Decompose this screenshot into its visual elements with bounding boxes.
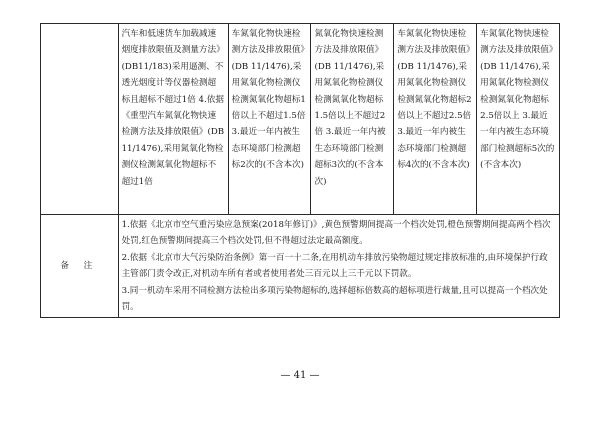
notes-label: 备 注 bbox=[41, 215, 119, 318]
note-item: 1.依据《北京市空气重污染应急预案(2018年修订)》,黄色预警期间提高一个档次处罚,橙色预警期间提高两个档次处罚,红色预警期间提高三个档次处罚,但不得超过法定最高额度。 bbox=[121, 220, 551, 247]
table-row bbox=[41, 215, 560, 318]
table-cell: 车氮氧化物快速检测方法及排放限值》(DB 11/1476),采用氮氧化物检测仪检测氮氧化物超标2.5倍以上 3.最近一年内被生态环境部门检测超标5次的(不含本次) bbox=[477, 24, 560, 215]
note-item: 2.依据《北京市大气污染防治条例》第一百一十二条,在用机动车排放污染物超过规定排放标准的,由环境保护行政主管部门责令改正,对机动车所有者或者使用者处三百元以上三千元以下罚款。 bbox=[121, 252, 548, 280]
note-item: 3.同一机动车采用不同检测方法检出多项污染物超标的,选择超标倍数高的超标项进行裁量,且可以提高一个档次处罚。 bbox=[121, 285, 548, 313]
notes-cell bbox=[118, 215, 559, 318]
table-cell: 车氮氧化物快速检测方法及排放限值》(DB 11/1476),采用氮氧化物检测仪检测氮氧化物超标1倍以上不超过1.5倍 3.最近一年内被生态环境部门检测超标2次的(不含本次) bbox=[228, 24, 311, 215]
penalty-standards-table bbox=[40, 23, 560, 318]
row-label-cell bbox=[41, 24, 119, 215]
table-cell: 汽车和低速货车加载减速烟度排放限值及测量方法》(DB11/183)采用逼测、不透光烟度计等仪器检测超标且超标不超过1倍 4.依据《重型汽车氮氧化物快速检测方法及排放限值》(DB 11/1476),采用氮氧化物检测仪检测氮氧化物超标不超过1倍 bbox=[118, 24, 228, 215]
table-cell: 车氮氧化物快速检测方法及排放限值》(DB 11/1476),采用氮氧化物检测仪检测氮氧化物超标2倍以上不超过2.5倍 3.最近一年内被生态环境部门检测超标4次的(不含本次) bbox=[394, 24, 477, 215]
table-row bbox=[41, 24, 560, 215]
page-number: — 41 — bbox=[280, 370, 320, 381]
table-cell: 氮氧化物快速检测方法及排放限值》(DB 11/1476),采用氮氧化物检测仪检测氮氧化物超标1.5倍以上不超过2倍 3.最近一年内被生态环境部门检测超标3次的(不含本次) bbox=[311, 24, 394, 215]
